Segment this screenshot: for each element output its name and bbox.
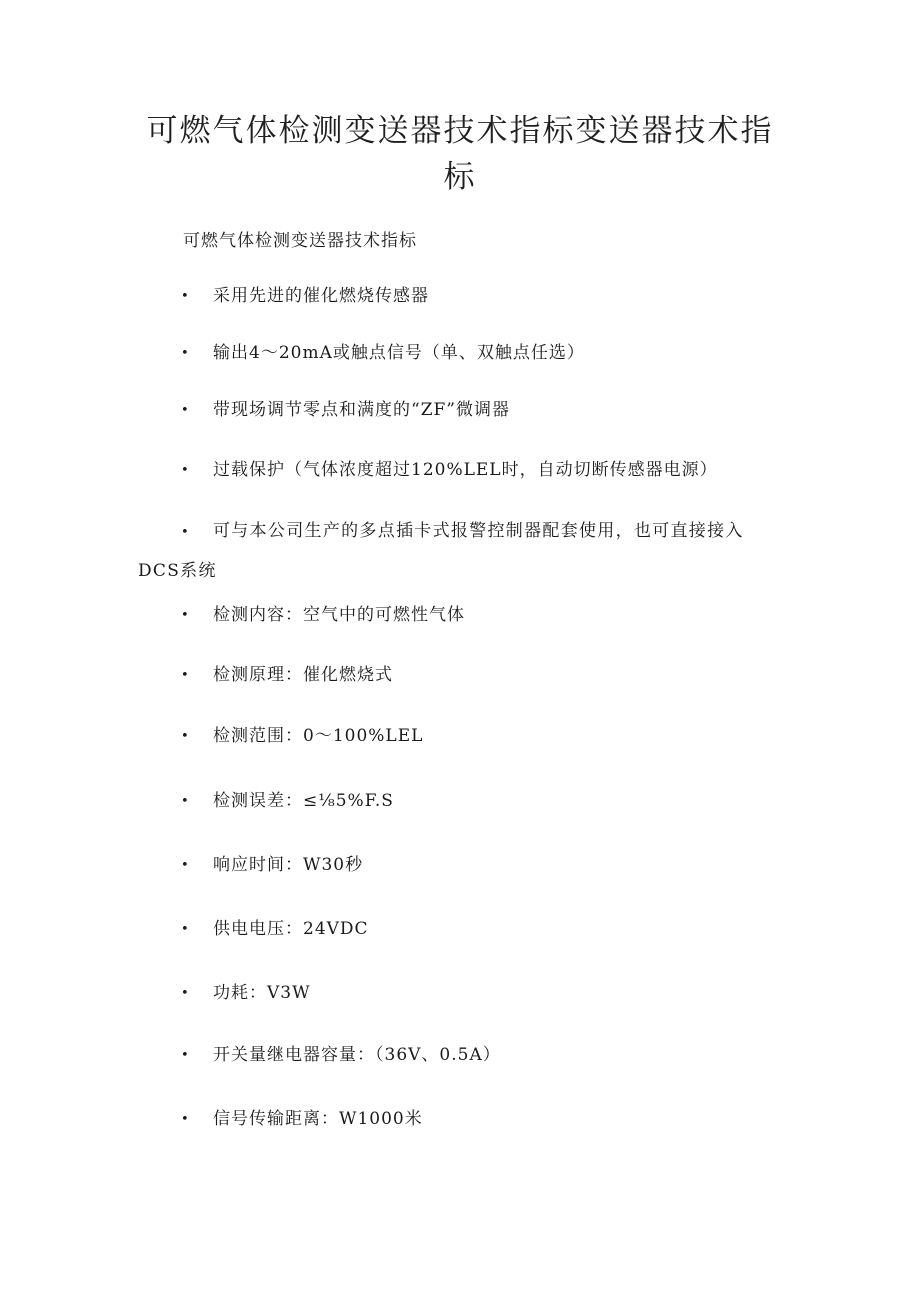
list-item (181, 458, 718, 483)
list-item (181, 789, 394, 814)
bullet-icon: • (181, 402, 190, 418)
bullet-icon: • (181, 462, 190, 478)
bullet-icon: • (181, 1047, 190, 1063)
bullet-icon: • (181, 1111, 190, 1127)
list-item (181, 853, 363, 878)
list-item (181, 603, 465, 628)
list-item (181, 1107, 423, 1132)
list-item (181, 284, 429, 309)
list-item-text: 信号传输距离：W1000米 (213, 1109, 423, 1129)
list-item-text: 可与本公司生产的多点插卡式报警控制器配套使用，也可直接接入DCS系统 (138, 521, 744, 581)
list-item-text: 检测范围：0～100%LEL (213, 726, 424, 746)
bullet-icon: • (181, 793, 190, 809)
list-item (138, 512, 783, 590)
list-item-text: 功耗：V3W (213, 983, 311, 1003)
bullet-icon: • (181, 728, 190, 744)
list-item-text: 供电电压：24VDC (213, 919, 369, 939)
list-item-text: 采用先进的催化燃烧传感器 (213, 286, 429, 306)
list-item-text: 检测误差：≤⅛5%F.S (213, 791, 394, 811)
bullet-icon: • (181, 345, 190, 361)
list-item-text: 开关量继电器容量：（36V、0.5A） (213, 1045, 501, 1065)
list-item (181, 981, 311, 1006)
list-item-text: 检测内容：空气中的可燃性气体 (213, 605, 465, 625)
list-item (181, 341, 585, 366)
list-item-text: 过载保护（气体浓度超过120%LEL时，自动切断传感器电源） (213, 460, 718, 480)
bullet-icon: • (181, 857, 190, 873)
list-item-text: 响应时间：W30秒 (213, 855, 364, 875)
bullet-icon: • (181, 985, 190, 1001)
bullet-icon: • (181, 288, 190, 304)
bullet-icon: • (181, 607, 190, 623)
list-item-text: 输出4～20mA或触点信号（单、双触点任选） (213, 343, 585, 363)
list-item (181, 663, 393, 688)
list-item-text: 检测原理：催化燃烧式 (213, 665, 393, 685)
list-item (181, 917, 369, 942)
bullet-icon: • (181, 525, 190, 540)
list-item (181, 1043, 501, 1068)
document-subtitle: 可燃气体检测变送器技术指标 (183, 231, 417, 251)
bullet-icon: • (181, 921, 190, 937)
document-title: 可燃气体检测变送器技术指标变送器技术指标 (146, 113, 774, 195)
list-item-text: 带现场调节零点和满度的“ZF”微调器 (213, 400, 510, 420)
list-item (181, 724, 423, 749)
bullet-icon: • (181, 667, 190, 683)
list-item (181, 398, 510, 423)
